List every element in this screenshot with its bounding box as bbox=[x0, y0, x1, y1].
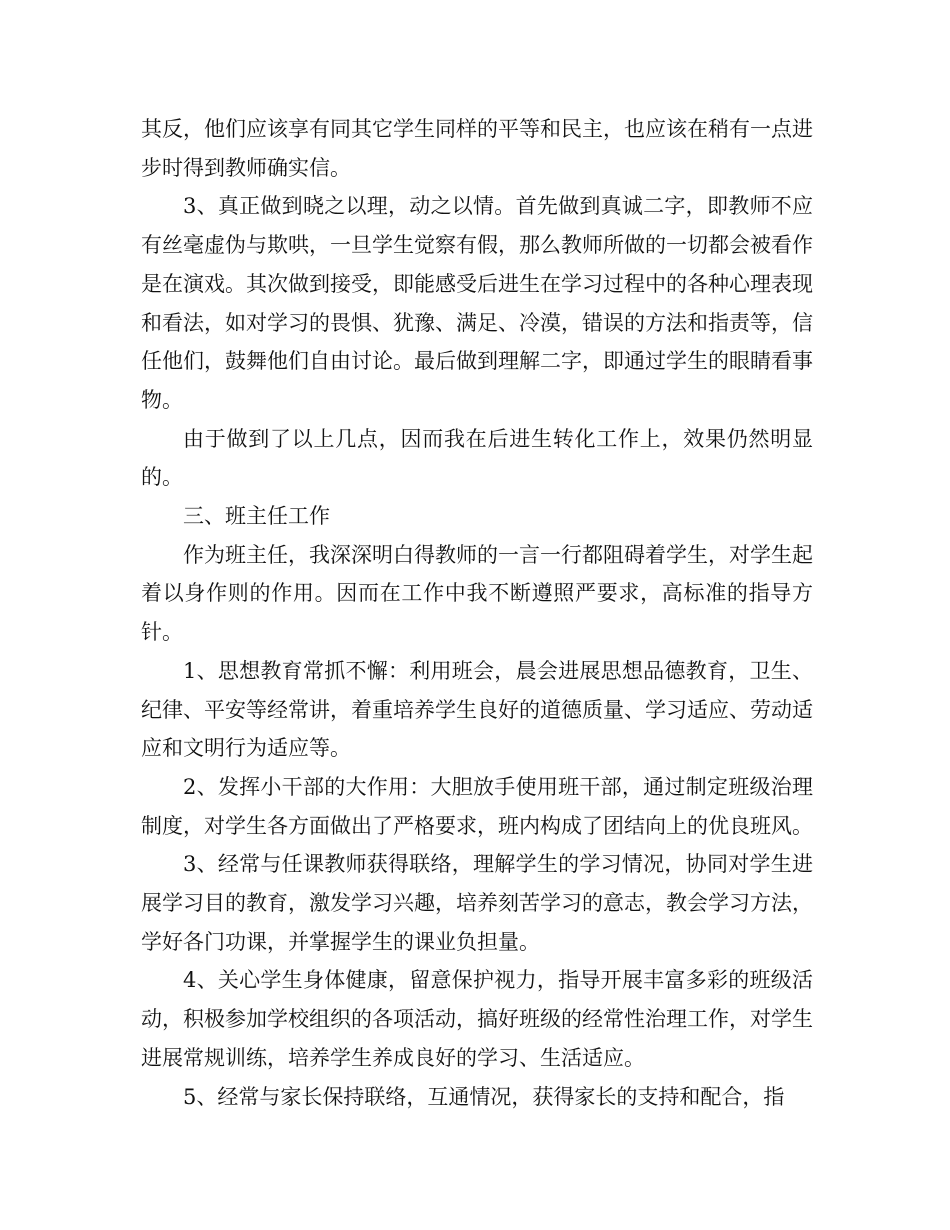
section-heading-class-teacher-work: 三、班主任工作 bbox=[183, 504, 330, 529]
paragraph-item-4: 4、关心学生身体健康，留意保护视力，指导开展丰富多彩的班级活动，积极参加学校组织的各项活动，搞好班级的经常性治理工作，对学生进展常规训练，培养学生养成良好的学习、生活适应。 bbox=[141, 968, 813, 1070]
paragraph-item-2: 2、发挥小干部的大作用：大胆放手使用班干部，通过制定班级治理制度，对学生各方面做出了严格要求，班内构成了团结向上的优良班风。 bbox=[141, 774, 813, 838]
paragraph-result: 由于做到了以上几点，因而我在后进生转化工作上，效果仍然明显的。 bbox=[141, 426, 813, 490]
paragraph-item-3: 3、经常与任课教师获得联络，理解学生的学习情况，协同对学生进展学习目的教育，激发学习兴趣，培养刻苦学习的意志，教会学习方法，学好各门功课，并掌握学生的课业负担量。 bbox=[141, 852, 813, 954]
paragraph-point-3-reasoning: 3、真正做到晓之以理，动之以情。首先做到真诚二字，即教师不应有丝毫虚伪与欺哄，一旦学生觉察有假，那么教师所做的一切都会被看作是在演戏。其次做到接受，即能感受后进生在学习过程中的各种心理表现和看法，如对学习的畏惧、犹豫、满足、冷漠，错误的方法和指责等，信任他们，鼓舞他们自由讨论。最后做到理解二字，即通过学生的眼睛看事物。 bbox=[141, 194, 813, 412]
document-body bbox=[141, 110, 813, 1116]
paragraph-continuation: 其反，他们应该享有同其它学生同样的平等和民主，也应该在稍有一点进步时得到教师确实信。 bbox=[141, 117, 813, 180]
paragraph-item-1: 1、思想教育常抓不懈：利用班会，晨会进展思想品德教育，卫生、纪律、平安等经常讲，着重培养学生良好的道德质量、学习适应、劳动适应和文明行为适应等。 bbox=[141, 658, 813, 761]
paragraph-class-teacher-intro: 作为班主任，我深深明白得教师的一言一行都阻碍着学生，对学生起着以身作则的作用。因而在工作中我不断遵照严要求，高标准的指导方针。 bbox=[141, 542, 813, 645]
paragraph-item-5: 5、经常与家长保持联络，互通情况，获得家长的支持和配合，指 bbox=[183, 1084, 785, 1109]
